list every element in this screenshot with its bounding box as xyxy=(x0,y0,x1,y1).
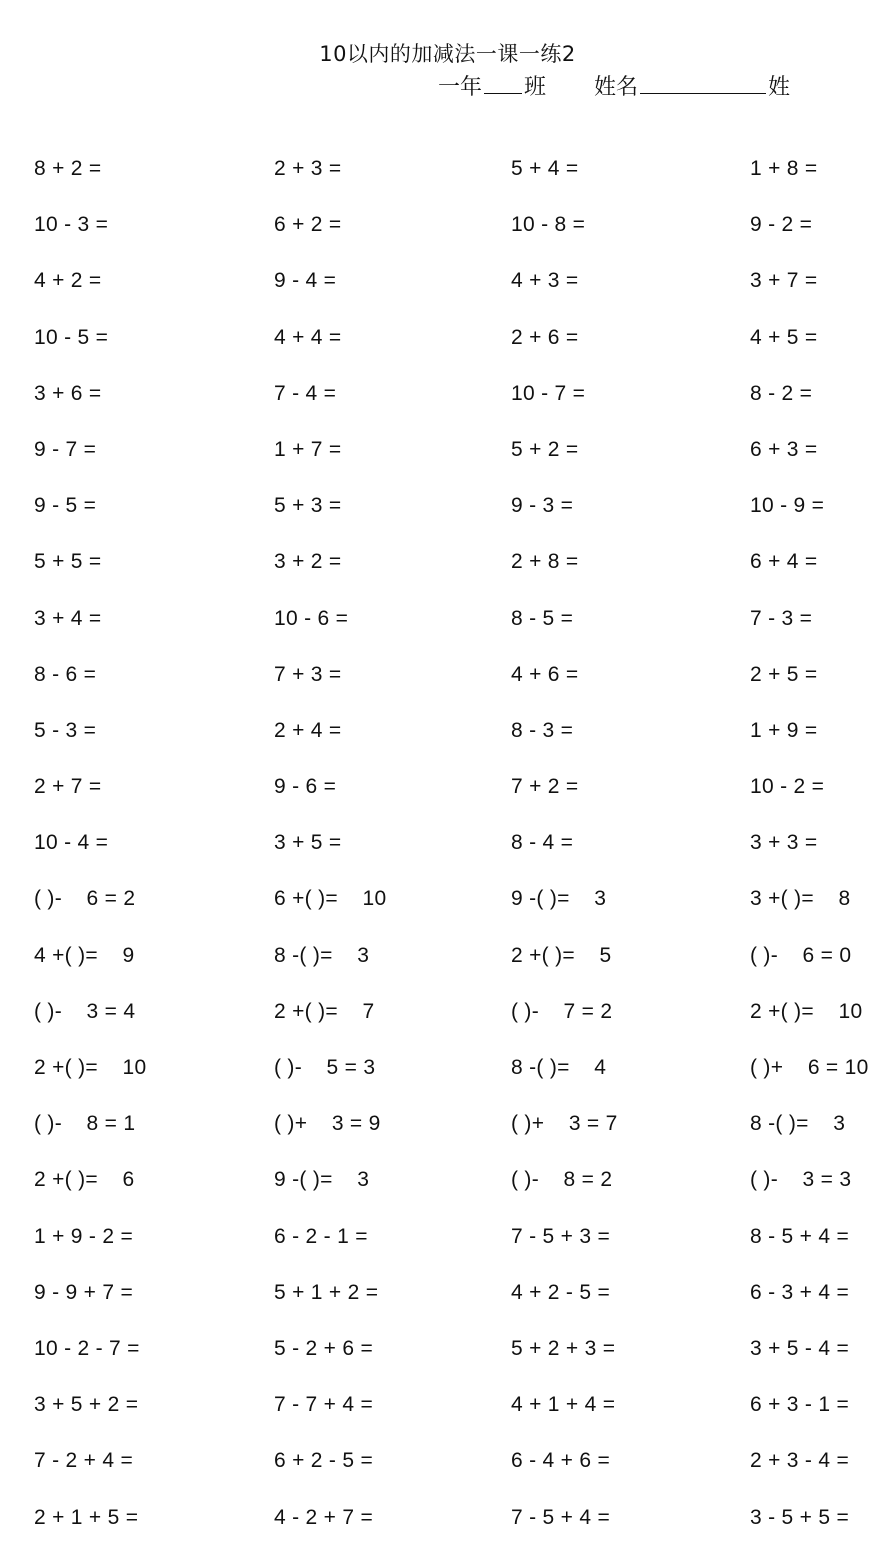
problem-row xyxy=(34,550,895,606)
problem-row xyxy=(34,1506,895,1562)
math-problem: 3 + 5 - 4 = xyxy=(750,1336,850,1360)
math-problem: 8 - 4 = xyxy=(511,831,574,855)
math-problem: 9 - 2 = xyxy=(750,213,813,237)
name-suffix: 姓 xyxy=(768,75,791,100)
math-problem: 1 + 9 = xyxy=(750,718,818,742)
problem-row xyxy=(34,1225,895,1281)
math-problem: 4 - 2 + 7 = xyxy=(274,1505,374,1529)
math-problem: 6 + 2 = xyxy=(274,213,342,237)
math-problem: 3 + 2 = xyxy=(274,550,342,574)
math-problem: 6 + 2 - 5 = xyxy=(274,1449,374,1473)
math-problem: 7 - 2 + 4 = xyxy=(34,1449,134,1473)
problem-row xyxy=(34,1337,895,1393)
math-problem: 2 +( )= 10 xyxy=(750,999,863,1023)
math-problem: ( )+ 3 = 7 xyxy=(511,1112,618,1136)
problem-row xyxy=(34,494,895,550)
math-problem: 6 + 3 - 1 = xyxy=(750,1393,850,1417)
math-problem: 8 - 2 = xyxy=(750,381,813,405)
problem-row xyxy=(34,663,895,719)
class-blank[interactable] xyxy=(484,73,522,94)
math-problem: 6 + 3 = xyxy=(750,437,818,461)
math-problem: 2 + 1 + 5 = xyxy=(34,1505,139,1529)
worksheet-title: 10以内的加减法一课一练2 xyxy=(319,42,576,66)
math-problem: 9 -( )= 3 xyxy=(274,1168,370,1192)
math-problem: 4 + 6 = xyxy=(511,662,579,686)
math-problem: 7 - 7 + 4 = xyxy=(274,1393,374,1417)
problem-row xyxy=(34,719,895,775)
problem-row xyxy=(34,1000,895,1056)
name-blank[interactable] xyxy=(640,73,766,94)
math-problem: 2 + 3 - 4 = xyxy=(750,1449,850,1473)
math-problem: 10 - 6 = xyxy=(274,606,349,630)
math-problem: 10 - 9 = xyxy=(750,494,825,518)
math-problem: 8 -( )= 3 xyxy=(750,1112,846,1136)
name-label: 姓名 xyxy=(594,75,639,100)
math-problem: 8 + 2 = xyxy=(34,157,102,180)
problem-row xyxy=(34,1168,895,1224)
problem-row xyxy=(34,607,895,663)
math-problem: 8 -( )= 4 xyxy=(511,1056,607,1079)
math-problem: 10 - 7 = xyxy=(511,381,586,405)
math-problem: 9 - 4 = xyxy=(274,269,337,293)
student-info-line xyxy=(438,70,790,101)
math-problem: ( )- 6 = 0 xyxy=(750,943,852,967)
math-problem: ( )- 6 = 2 xyxy=(34,887,136,911)
math-problem: 10 - 8 = xyxy=(511,213,586,237)
math-problem: 7 - 4 = xyxy=(274,381,337,405)
problem-row xyxy=(34,1393,895,1449)
math-problem: 8 - 6 = xyxy=(34,662,97,686)
math-problem: 3 + 7 = xyxy=(750,269,818,293)
math-problem: 7 - 5 + 4 = xyxy=(511,1505,611,1529)
math-problem: 1 + 8 = xyxy=(750,157,818,180)
math-problem: 5 + 2 = xyxy=(511,437,579,461)
math-problem: ( )- 5 = 3 xyxy=(274,1056,376,1079)
math-problem: 4 + 1 + 4 = xyxy=(511,1393,616,1417)
math-problem: 7 + 3 = xyxy=(274,662,342,686)
math-problem: 2 + 8 = xyxy=(511,550,579,574)
math-problem: 2 + 4 = xyxy=(274,718,342,742)
math-problem: 6 + 4 = xyxy=(750,550,818,574)
math-problem: 3 +( )= 8 xyxy=(750,887,851,911)
math-problem: 7 - 3 = xyxy=(750,606,813,630)
problem-row xyxy=(34,157,895,213)
math-problem: ( )- 7 = 2 xyxy=(511,999,613,1023)
math-problem: 3 + 5 + 2 = xyxy=(34,1393,139,1417)
math-problem: 2 +( )= 5 xyxy=(511,943,612,967)
math-problem: 9 - 3 = xyxy=(511,494,574,518)
math-problem: 8 - 5 + 4 = xyxy=(750,1224,850,1248)
problem-row xyxy=(34,775,895,831)
math-problem: 6 - 4 + 6 = xyxy=(511,1449,611,1473)
math-problem: 2 +( )= 7 xyxy=(274,999,375,1023)
math-problem: 3 + 5 = xyxy=(274,831,342,855)
problem-row xyxy=(34,887,895,943)
math-problem: 10 - 3 = xyxy=(34,213,109,237)
math-problem: 6 +( )= 10 xyxy=(274,887,387,911)
math-problem: 10 - 2 = xyxy=(750,775,825,799)
problem-row xyxy=(34,326,895,382)
problem-row xyxy=(34,213,895,269)
math-problem: 9 - 5 = xyxy=(34,494,97,518)
math-problem: 7 - 5 + 3 = xyxy=(511,1224,611,1248)
problem-row xyxy=(34,438,895,494)
math-problem: 1 + 7 = xyxy=(274,437,342,461)
math-problem: 3 - 5 + 5 = xyxy=(750,1505,850,1529)
math-problem: 8 - 3 = xyxy=(511,718,574,742)
math-problem: 2 + 7 = xyxy=(34,775,102,799)
math-problem: 8 - 5 = xyxy=(511,606,574,630)
math-problem: 1 + 9 - 2 = xyxy=(34,1224,134,1248)
math-problem: 5 + 5 = xyxy=(34,550,102,574)
math-problem: ( )+ 3 = 9 xyxy=(274,1112,381,1136)
math-problem: 2 +( )= 6 xyxy=(34,1168,135,1192)
grade-label: 一年 xyxy=(438,75,483,100)
math-problem: 4 + 2 - 5 = xyxy=(511,1280,611,1304)
problem-row xyxy=(34,1449,895,1505)
math-problem: 2 + 6 = xyxy=(511,325,579,349)
math-problem: 6 - 2 - 1 = xyxy=(274,1224,368,1248)
math-problem: ( )- 8 = 2 xyxy=(511,1168,613,1192)
math-problem: ( )- 3 = 4 xyxy=(34,999,136,1023)
math-problem: 8 -( )= 3 xyxy=(274,943,370,967)
math-problem: 4 + 4 = xyxy=(274,325,342,349)
math-problem: 4 + 2 = xyxy=(34,269,102,293)
problem-row xyxy=(34,944,895,1000)
math-problem: 4 + 3 = xyxy=(511,269,579,293)
math-problem: 5 + 4 = xyxy=(511,157,579,180)
math-problem: ( )- 3 = 3 xyxy=(750,1168,852,1192)
math-problem: 2 + 5 = xyxy=(750,662,818,686)
math-problem: 4 +( )= 9 xyxy=(34,943,135,967)
math-problem: 3 + 4 = xyxy=(34,606,102,630)
math-problem: 9 - 7 = xyxy=(34,437,97,461)
problem-row xyxy=(34,831,895,887)
class-label: 班 xyxy=(524,75,547,100)
math-problem: 6 - 3 + 4 = xyxy=(750,1280,850,1304)
math-problem: 9 -( )= 3 xyxy=(511,887,607,911)
problem-grid xyxy=(34,157,895,1562)
math-problem: 5 - 3 = xyxy=(34,718,97,742)
math-problem: 3 + 3 = xyxy=(750,831,818,855)
math-problem: 7 + 2 = xyxy=(511,775,579,799)
problem-row xyxy=(34,1112,895,1168)
math-problem: ( )- 8 = 1 xyxy=(34,1112,136,1136)
problem-row xyxy=(34,1056,895,1112)
math-problem: 2 + 3 = xyxy=(274,157,342,180)
math-problem: ( )+ 6 = 10 xyxy=(750,1056,869,1079)
problem-row xyxy=(34,382,895,438)
math-problem: 9 - 9 + 7 = xyxy=(34,1280,134,1304)
math-problem: 4 + 5 = xyxy=(750,325,818,349)
math-problem: 5 + 3 = xyxy=(274,494,342,518)
math-problem: 5 - 2 + 6 = xyxy=(274,1336,374,1360)
math-problem: 2 +( )= 10 xyxy=(34,1056,147,1079)
math-problem: 5 + 2 + 3 = xyxy=(511,1336,616,1360)
math-problem: 10 - 2 - 7 = xyxy=(34,1336,140,1360)
math-problem: 10 - 4 = xyxy=(34,831,109,855)
math-problem: 5 + 1 + 2 = xyxy=(274,1280,379,1304)
problem-row xyxy=(34,1281,895,1337)
math-problem: 3 + 6 = xyxy=(34,381,102,405)
math-problem: 10 - 5 = xyxy=(34,325,109,349)
math-problem: 9 - 6 = xyxy=(274,775,337,799)
problem-row xyxy=(34,269,895,325)
